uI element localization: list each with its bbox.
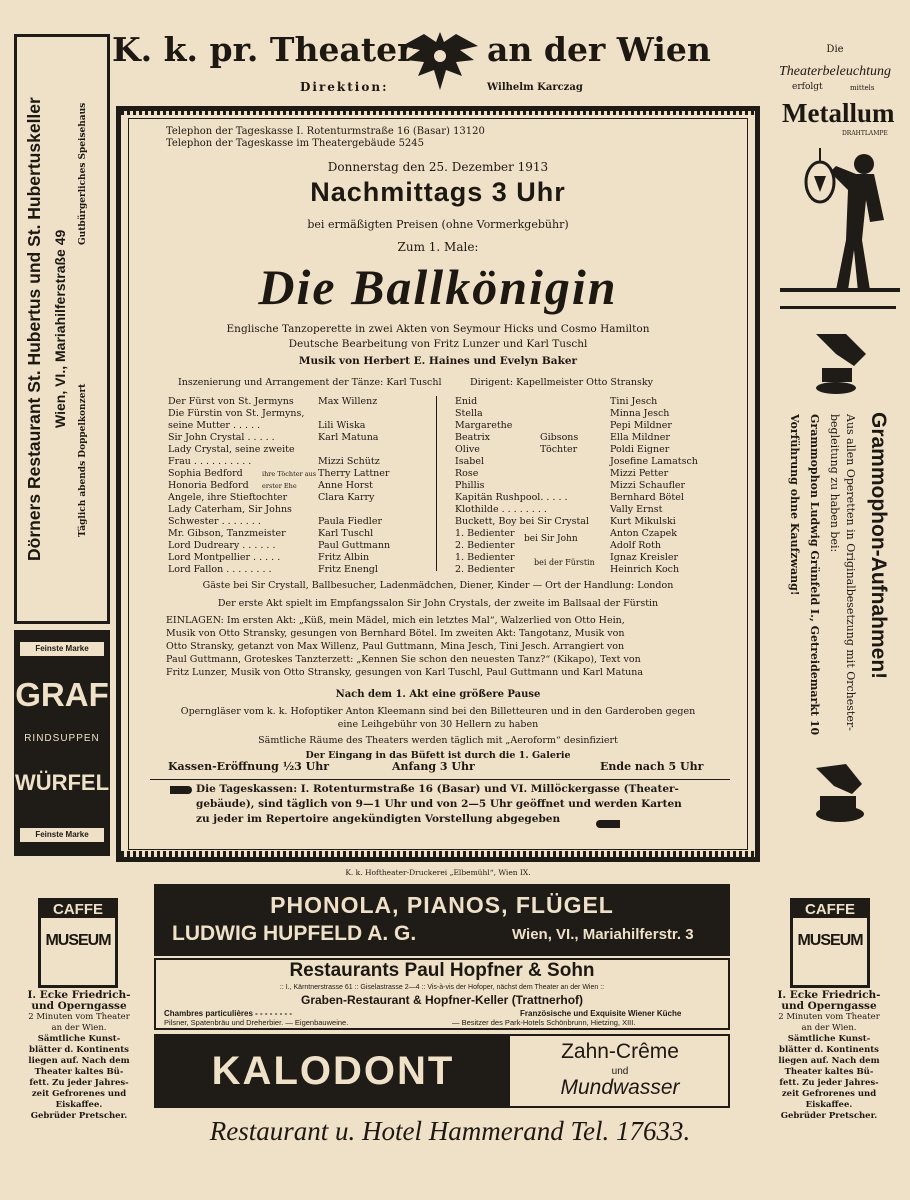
graf-bottom-label: Feinste Marke [20,828,104,842]
cast-left-actor: Paula Fiedler [318,516,383,527]
right-rule [780,306,896,309]
tageskassen-line: Die Tageskassen: I. Rotenturmstraße 16 (Basar) und VI. Millöckergasse (Theater- [196,783,679,795]
cast-left-role: Angele, ihre Stieftochter [168,492,288,503]
cast-left-role: Frau . . . . . . . . . . [168,456,252,467]
cast-right-role: 1. Bedienter [455,552,515,563]
museum-l12: Gebrüder Pretscher. [780,1111,878,1121]
museum-l9: fett. Zu jeder Jahres- [29,1078,129,1088]
cast-right-actor: Vally Ernst [610,504,663,515]
program-date: Donnerstag den 25. Dezember 1913 [327,160,549,174]
cast-left-role: Lord Dudreary . . . . . . [168,540,276,551]
cast-right-actor: Adolf Roth [610,540,662,551]
cast-daughters-note: ihre Töchter aus erster Ehe [262,470,317,490]
cast-left-actor: Fritz Enengl [318,564,378,575]
meander-border-bottom [121,851,755,857]
cast-right-role: 1. Bedienter [455,528,515,539]
museum-l6: blätter d. Kontinents [29,1045,129,1055]
opera-glasses-line-1: Operngläser vom k. k. Hofoptiker Anton Kleemann sind bei den Billetteuren und in den Garderoben gegen [180,706,696,717]
tageskassen-block [196,782,716,827]
cast-left-role: Honoria Bedford [168,480,249,491]
museum-label: MUSEUM [797,932,863,949]
cast-right-role: Stella [455,408,483,419]
hopfner-l1b: Französische und Exquisite Wiener Küche [520,1009,682,1018]
cast-right-actor: Poldi Eigner [610,444,670,455]
cast-left-actor: Karl Matuna [318,432,379,443]
ende-time: Ende nach 5 Uhr [600,760,704,773]
metallum-line1: Theaterbeleuchtung [779,64,891,79]
museum-l11: Eiskaffee. [805,1100,853,1110]
gibsons-daughters-label: Gibsons Töchter [540,432,579,455]
einlagen-line: EINLAGEN: Im ersten Akt: „Küß, mein Mädel, mich ein letztes Mal“, Walzerlied von Otto Hein, [166,615,625,626]
cast-right-role: Rose [455,468,479,479]
museum-l12: Gebrüder Pretscher. [30,1111,128,1121]
cast-right-role: 2. Bedienter [455,564,515,575]
einlagen-block [166,614,726,679]
graf-product: WÜRFEL [14,770,110,795]
cafe-label: CAFFE [41,901,115,918]
museum-l10: zeit Gefrorenes und [781,1089,877,1099]
cast-left-actor: Lili Wiska [318,420,366,431]
printer-line: K. k. Hoftheater-Druckerei „Elbemühl“, Wien IX. [345,868,531,877]
cast-right-role: 2. Bedienter [455,540,515,551]
einlagen-line: Otto Stransky, getanzt von Max Willenz, Paul Guttmann, Mina Jesch, Tini Jesch. Arrangiert von [166,641,625,652]
cast-right-role: Olive [455,444,480,455]
cast-left-actor: Paul Guttmann [318,540,391,551]
cast-left-role: Lord Montpellier . . . . . [168,552,281,563]
museum-l9: fett. Zu jeder Jahres- [779,1078,879,1088]
hubertus-ad-title: Dörners Restaurant St. Hubertus und St. Hubertuskeller [24,97,44,561]
theater-title-left: K. k. pr. Theater [112,30,415,69]
buffet-line: Der Eingang in das Büfett ist durch die 1. Galerie [305,750,571,761]
cast-right-actor: Mizzi Petter [610,468,669,479]
times-rule [150,779,730,780]
museum-l6: blätter d. Kontinents [779,1045,879,1055]
direktion-label: Direktion: [300,80,389,94]
cast-left-actor: Mizzi Schütz [318,456,380,467]
hopfner-l2a: Pilsner, Spatenbräu und Dreherbier. — Eigenbauweine. [164,1018,349,1027]
graf-brand: GRAF [15,676,109,713]
metallum-die: Die [826,44,844,55]
grammophon-line-4: Vorführung ohne Kaufzwang! [788,414,801,596]
hopfner-address: :: I., Kärntnerstrasse 61 :: Giselastrasse 2—4 :: Vis-à-vis der Hofoper, nächst dem Theater an der Wien :: [279,984,605,991]
museum-l10: zeit Gefrorenes und [31,1089,127,1099]
meander-border-top [121,111,755,115]
phone-line-2: Telephon der Tageskasse im Theatergebäude 5245 [166,138,425,149]
grammophon-line-1: Aus allen Operetten in Originalbesetzung mit Orchester- [844,414,857,731]
museum-info-left [20,990,138,1122]
cast-left-role: Lady Crystal, seine zweite [168,444,295,455]
hopfner-title: Restaurants Paul Hopfner & Sohn [289,960,595,981]
hubertus-ad-address: Wien, VI., Mariahilferstraße 49 [52,229,68,429]
direktion-name: Wilhelm Karczag [487,82,583,93]
cast-right-actor: Pepi Mildner [610,420,672,431]
cast-left-actor: Anne Horst [318,480,373,491]
kalodont-l2: und [611,1066,629,1077]
cast-left-role: Sophia Bedford [168,468,243,479]
program-first-time: Zum 1. Male: [397,240,479,254]
phonola-line-2a: LUDWIG HUPFELD A. G. [172,922,417,945]
cast-left-role: Mr. Gibson, Tanzmeister [168,528,286,539]
metallum-mittels: mittels [850,84,875,92]
cast-right-role: Kapitän Rushpool. . . . . [455,492,568,503]
cast-right-role: Buckett, Boy bei Sir Crystal [455,516,590,527]
phone-line-1: Telephon der Tageskasse I. Rotenturmstraße 16 (Basar) 13120 [166,126,485,137]
tageskassen-line: zu jeder im Repertoire angekündigten Vorstellung abgegeben [196,813,561,825]
museum-l7: liegen auf. Nach dem [28,1056,130,1066]
cast-right-actor: Anton Czapek [610,528,678,539]
museum-l8: Theater kaltes Bü- [784,1067,874,1077]
gramophone-record-icon [806,760,876,830]
hubertus-ad-tag-1: Gutbürgerliches Speisehaus [78,102,88,246]
cast-left-role: Die Fürstin von St. Jermyns, [168,408,305,419]
cast-right-actor: Mizzi Schaufler [610,480,686,491]
grammophon-line-3: Grammophon Ludwig Grünfeld I., Getreidemarkt 10 [808,414,821,736]
grammophon-title: Grammophon-Aufnahmen! [867,412,890,680]
hopfner-l2b: — Besitzer des Park-Hotels Schönbrunn, Hietzing, XIII. [452,1018,636,1027]
hubertus-ad-tag-2: Täglich abends Doppelkonzert [78,383,88,537]
anfang-time: Anfang 3 Uhr [392,760,475,773]
cast-right-role: Isabel [455,456,485,467]
tageskassen-line: gebäude), sind täglich von 9—1 Uhr und von 2—5 Uhr geöffnet und werden Karten [196,798,682,810]
conductor-credit: Dirigent: Kapellmeister Otto Stransky [470,377,653,388]
metallum-brand: Metallum [782,98,895,128]
cast-right-actor: Ignaz Kreisler [610,552,679,563]
cafe-museum-logo-right [790,898,870,988]
cast-right-actor: Minna Jesch [610,408,670,419]
hand-pointer-icon [596,820,620,828]
theater-title-right: an der Wien [487,30,711,69]
phonola-line-1: PHONOLA, PIANOS, FLÜGEL [270,892,614,918]
einlagen-line: Musik von Otto Stransky, gesungen von Bernhard Bötel. Im zweiten Akt: Tangotanz, Musik von [166,628,625,639]
disinfect-line: Sämtliche Räume des Theaters werden täglich mit „Aeroform“ desinfiziert [258,735,618,746]
metallum-sub: DRAHTLAMPE [842,130,888,137]
cast-left-role: seine Mutter . . . . . [168,420,261,431]
einlagen-line: Paul Guttmann, Groteskes Tanzterzett: „Kennen Sie schon den neuesten Tanz?“ (Kikapo), Text von [166,654,641,665]
cast-right-actor: Ella Mildner [610,432,670,443]
cast-right-actor: Tini Jesch [610,396,658,407]
cast-right-role: Klothilde . . . . . . . . [455,504,547,515]
cast-right-role: Enid [455,396,478,407]
hotel-hammerand-footer: Restaurant u. Hotel Hammerand Tel. 17633. [209,1116,691,1146]
cast-left-actor: Clara Karry [318,492,375,503]
cast-right-actor: Josefine Lamatsch [610,456,698,467]
museum-l1: I. Ecke Friedrich- [27,989,131,1001]
cast-left-role: Schwester . . . . . . . [168,516,261,527]
cast-left-role: Lady Caterham, Sir Johns [168,504,292,515]
grammophon-line-2: begleitung zu haben bei: [828,414,841,553]
cast-left-actor: Max Willenz [318,396,378,407]
kalodont-l1: Zahn-Crême [561,1040,679,1063]
cast-right-actor: Bernhard Bötel [610,492,684,503]
museum-l4: an der Wien. [51,1023,107,1033]
hopfner-sub: Graben-Restaurant & Hopfner-Keller (Trattnerhof) [300,993,584,1007]
museum-l3: 2 Minuten vom Theater [778,1012,880,1022]
cast-left-actor: Fritz Albin [318,552,370,563]
cast-right-role: Beatrix [455,432,491,443]
cast-right-actor: Kurt Mikulski [610,516,676,527]
hopfner-l1a: Chambres particulières - - - - - - - - [164,1009,293,1018]
graf-top-label: Feinste Marke [20,642,104,656]
kalodont-brand: KALODONT [156,1036,510,1106]
cast-right-actor: Heinrich Koch [610,564,680,575]
cast-left-role: Lord Fallon . . . . . . . . [168,564,272,575]
pause-line: Nach dem 1. Akt eine größere Pause [335,689,541,700]
cast-right-role: Margarethe [455,420,513,431]
museum-l5: Sämtliche Kunst- [37,1034,121,1044]
museum-l3: 2 Minuten vom Theater [28,1012,130,1022]
staging-credit: Inszenierung und Arrangement der Tänze: Karl Tuschl [178,377,442,388]
cast-left-actor: Karl Tuschl [318,528,374,539]
cast-left-role: Der Fürst von St. Jermyns [168,396,294,407]
cast-left-role: Sir John Crystal . . . . . [168,432,275,443]
museum-l7: liegen auf. Nach dem [778,1056,880,1066]
operetta-subtitle-2: Deutsche Bearbeitung von Fritz Lunzer und Karl Tuschl [288,338,588,350]
opera-glasses-line-2: eine Leihgebühr von 30 Hellern zu haben [337,719,539,730]
museum-l11: Eiskaffee. [55,1100,103,1110]
museum-info-right [770,990,888,1122]
museum-label: MUSEUM [45,932,111,949]
hand-pointer-icon [170,786,192,794]
program-time: Nachmittags 3 Uhr [310,177,566,207]
museum-l4: an der Wien. [801,1023,857,1033]
operetta-title: Die Ballkönigin [258,259,618,315]
operetta-music: Musik von Herbert E. Haines und Evelyn Baker [298,355,578,367]
museum-l1: I. Ecke Friedrich- [777,989,881,1001]
museum-l2: und Operngasse [31,1000,127,1012]
program-prices: bei ermäßigten Preisen (ohne Vormerkgebühr) [307,218,569,231]
guests-line: Gäste bei Sir Crystall, Ballbesucher, Ladenmädchen, Diener, Kinder — Ort der Handlung: London [202,580,674,591]
gramophone-dog-icon [806,324,876,404]
bei-der-fuerstin-label: bei der Fürstin [534,558,595,567]
cafe-label: CAFFE [793,901,867,918]
double-eagle-emblem [400,24,480,94]
museum-l2: und Operngasse [781,1000,877,1012]
cafe-museum-logo-left [38,898,118,988]
phonola-line-2b: Wien, VI., Mariahilferstr. 3 [512,926,694,943]
operetta-subtitle-1: Englische Tanzoperette in zwei Akten von Seymour Hicks und Cosmo Hamilton [226,323,650,335]
museum-l8: Theater kaltes Bü- [34,1067,124,1077]
cast-right-role: Phillis [455,480,485,491]
metallum-line2: erfolgt [792,82,823,92]
einlagen-line: Fritz Lunzer, Musik von Otto Stransky, gesungen von Karl Tuschl, Paul Guttmann und Karl Matuna [166,667,644,678]
museum-l5: Sämtliche Kunst- [787,1034,871,1044]
man-with-lamp-illustration [780,140,900,300]
cast-divider [436,396,437,571]
bei-sir-john-label: bei Sir John [524,534,578,544]
kassa-time: Kassen-Eröffnung ½3 Uhr [168,760,330,773]
cast-left-actor: Therry Lattner [318,468,390,479]
acts-line: Der erste Akt spielt im Empfangssalon Sir John Crystals, der zweite im Ballsaal der Fürstin [217,598,659,609]
graf-sub: RINDSUPPEN [24,733,100,744]
kalodont-l3: Mundwasser [560,1076,680,1099]
